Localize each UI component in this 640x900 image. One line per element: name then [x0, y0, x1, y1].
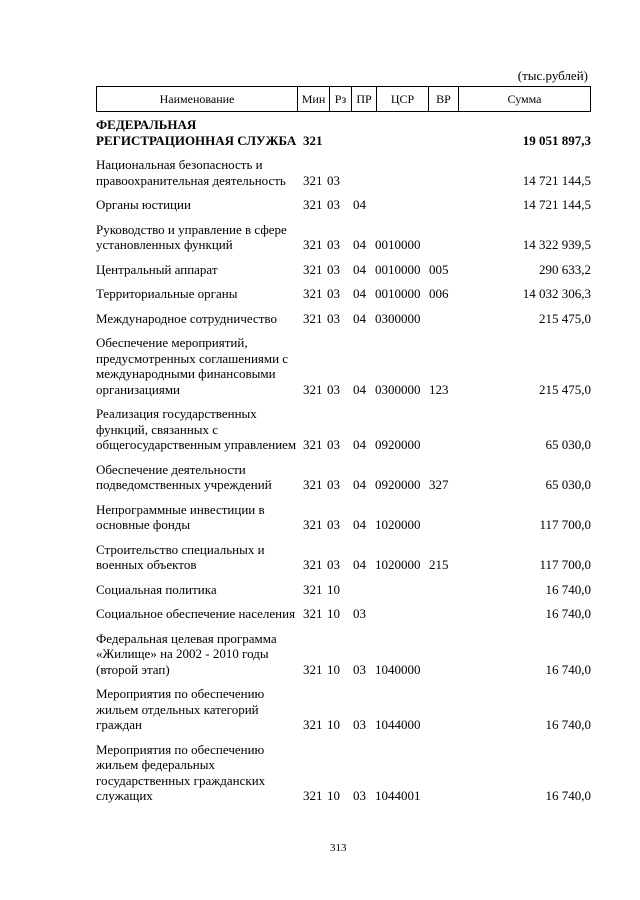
cell-sum: 65 030,0 — [545, 477, 591, 492]
cell-sum: 290 633,2 — [539, 261, 591, 277]
cell-pr — [353, 582, 375, 607]
cell-rz: 03 — [327, 517, 340, 532]
cell-sum: 16 740,0 — [545, 581, 591, 597]
cell-min: 321 — [303, 661, 323, 677]
table-row — [96, 157, 591, 197]
cell-sum: 16 740,0 — [545, 788, 591, 803]
cell-sum: 117 700,0 — [539, 517, 591, 532]
cell-vr — [429, 157, 459, 197]
cell-pr: 03 — [353, 606, 366, 621]
cell-csr — [375, 157, 429, 197]
cell-name: Международное сотрудничество — [96, 310, 277, 326]
cell-sum: 14 721 144,5 — [522, 172, 591, 188]
cell-min: 321 — [303, 517, 323, 532]
cell-csr: 1044001 — [375, 788, 421, 803]
cell-csr: 0300000 — [375, 381, 421, 397]
cell-csr: 0010000 — [375, 286, 421, 301]
cell-sum: 14 721 144,5 — [522, 197, 591, 212]
cell-sum: 14 322 939,5 — [522, 237, 591, 252]
cell-vr: 006 — [429, 286, 449, 301]
cell-rz: 10 — [327, 788, 340, 803]
cell-min: 321 — [303, 581, 323, 597]
table-row — [96, 222, 591, 262]
table-row — [96, 262, 591, 287]
cell-csr: 1040000 — [375, 661, 421, 677]
cell-vr — [429, 197, 459, 222]
cell-rz: 03 — [327, 197, 340, 212]
cell-csr: 0010000 — [375, 237, 421, 252]
cell-sum: 16 740,0 — [545, 661, 591, 677]
cell-sum: 215 475,0 — [539, 381, 591, 397]
cell-vr — [429, 742, 459, 813]
cell-pr: 04 — [353, 477, 366, 492]
cell-name: Федеральная целевая программа «Жилище» на 2002 - 2010 годы (второй этап) — [96, 630, 277, 677]
cell-sum: 14 032 306,3 — [522, 286, 591, 301]
cell-rz: 03 — [327, 437, 340, 452]
table-row — [96, 502, 591, 542]
cell-min: 321 — [303, 286, 323, 301]
cell-vr — [429, 406, 459, 462]
cell-csr: 0920000 — [375, 437, 421, 452]
cell-pr: 04 — [353, 517, 366, 532]
cell-csr: 0010000 — [375, 261, 421, 277]
cell-name: Руководство и управление в сфере установленных функций — [96, 221, 287, 252]
cell-rz: 10 — [327, 661, 340, 677]
cell-name: Обеспечение деятельности подведомственных учреждений — [96, 461, 272, 492]
cell-rz: 03 — [327, 237, 340, 252]
table-row — [96, 582, 591, 607]
cell-csr — [375, 197, 429, 222]
cell-pr: 03 — [353, 661, 366, 677]
cell-name: Мероприятия по обеспечению жильем федеральных государственных гражданских служащих — [96, 741, 266, 803]
cell-vr — [429, 631, 459, 687]
cell-csr — [375, 117, 429, 157]
cell-rz: 03 — [327, 261, 340, 277]
cell-sum: 117 700,0 — [539, 557, 591, 572]
table-row — [96, 335, 591, 406]
cell-pr: 04 — [353, 310, 366, 326]
cell-pr: 04 — [353, 237, 366, 252]
cell-rz — [327, 117, 353, 157]
table-row — [96, 311, 591, 336]
cell-csr — [375, 582, 429, 607]
cell-pr: 04 — [353, 557, 366, 572]
cell-sum: 19 051 897,3 — [522, 132, 591, 148]
cell-vr — [429, 606, 459, 631]
cell-min: 321 — [303, 172, 323, 188]
table-row — [96, 686, 591, 742]
cell-csr: 1020000 — [375, 517, 421, 532]
cell-rz: 03 — [327, 172, 340, 188]
cell-vr — [429, 502, 459, 542]
header-sum: Сумма — [507, 91, 542, 106]
cell-vr: 005 — [429, 261, 449, 277]
cell-pr — [353, 157, 375, 197]
cell-rz: 03 — [327, 381, 340, 397]
cell-min: 321 — [303, 788, 323, 803]
table-row — [96, 197, 591, 222]
table-row — [96, 542, 591, 582]
cell-csr: 0300000 — [375, 310, 421, 326]
table-row — [96, 462, 591, 502]
cell-rz: 10 — [327, 606, 340, 621]
cell-min: 321 — [303, 261, 323, 277]
cell-vr: 327 — [429, 477, 449, 492]
cell-vr: 123 — [429, 381, 449, 397]
cell-min: 321 — [303, 606, 323, 621]
cell-name: Социальная политика — [96, 581, 217, 597]
cell-pr: 04 — [353, 261, 366, 277]
cell-rz: 03 — [327, 286, 340, 301]
cell-vr — [429, 311, 459, 336]
cell-pr: 04 — [353, 437, 366, 452]
cell-csr: 1044000 — [375, 717, 421, 732]
header-name: Наименование — [97, 87, 298, 111]
cell-name: ФЕДЕРАЛЬНАЯ РЕГИСТРАЦИОННАЯ СЛУЖБА — [96, 117, 297, 148]
cell-min: 321 — [303, 310, 323, 326]
budget-table — [96, 117, 591, 813]
cell-name: Территориальные органы — [96, 286, 238, 301]
cell-vr — [429, 686, 459, 742]
cell-min: 321 — [303, 197, 323, 212]
table-row — [96, 406, 591, 462]
cell-min: 321 — [303, 437, 323, 452]
cell-csr: 1020000 — [375, 557, 421, 572]
header-rz: Рз — [330, 87, 352, 111]
cell-rz: 03 — [327, 310, 340, 326]
cell-name: Обеспечение мероприятий, предусмотренных соглашениями с международными финансовыми организациями — [96, 335, 289, 397]
header-vr: ВР — [429, 87, 459, 111]
header-pr: ПР — [352, 87, 377, 111]
cell-name: Национальная безопасность и правоохранительная деятельность — [96, 157, 286, 188]
table-row — [96, 631, 591, 687]
cell-min: 321 — [303, 557, 323, 572]
cell-name: Реализация государственных функций, связанных с общегосударственным управлением — [96, 406, 297, 452]
table-row — [96, 286, 591, 311]
table-header — [96, 86, 591, 112]
cell-pr: 04 — [353, 197, 366, 212]
cell-name: Строительство специальных и военных объектов — [96, 541, 265, 572]
cell-vr — [429, 117, 459, 157]
cell-sum: 215 475,0 — [539, 310, 591, 326]
cell-csr — [375, 606, 429, 631]
cell-min: 321 — [303, 237, 323, 252]
cell-vr — [429, 582, 459, 607]
cell-sum: 65 030,0 — [545, 437, 591, 452]
cell-min: 321 — [303, 477, 323, 492]
header-min: Мин — [298, 87, 330, 111]
table-row — [96, 606, 591, 631]
cell-sum: 16 740,0 — [545, 717, 591, 732]
cell-vr: 215 — [429, 557, 449, 572]
cell-rz: 10 — [327, 581, 340, 597]
cell-rz: 10 — [327, 717, 340, 732]
cell-name: Органы юстиции — [96, 197, 191, 212]
cell-pr: 03 — [353, 788, 366, 803]
units-note: (тыс.рублей) — [517, 68, 588, 83]
cell-rz: 03 — [327, 557, 340, 572]
cell-name: Мероприятия по обеспечению жильем отдельных категорий граждан — [96, 686, 265, 732]
header-csr: ЦСР — [377, 87, 429, 111]
cell-name: Непрограммные инвестиции в основные фонды — [96, 501, 265, 532]
cell-pr: 04 — [353, 381, 366, 397]
cell-vr — [429, 222, 459, 262]
cell-min: 321 — [303, 717, 323, 732]
cell-min: 321 — [303, 132, 323, 148]
cell-sum: 16 740,0 — [545, 606, 591, 621]
cell-min: 321 — [303, 381, 323, 397]
cell-pr: 04 — [353, 286, 366, 301]
cell-csr: 0920000 — [375, 477, 421, 492]
cell-pr: 03 — [353, 717, 366, 732]
table-row — [96, 117, 591, 157]
page-number: 313 — [330, 842, 347, 854]
cell-rz: 03 — [327, 477, 340, 492]
cell-name: Центральный аппарат — [96, 261, 218, 277]
table-row — [96, 742, 591, 813]
cell-pr — [353, 117, 375, 157]
cell-name: Социальное обеспечение населения — [96, 606, 296, 621]
